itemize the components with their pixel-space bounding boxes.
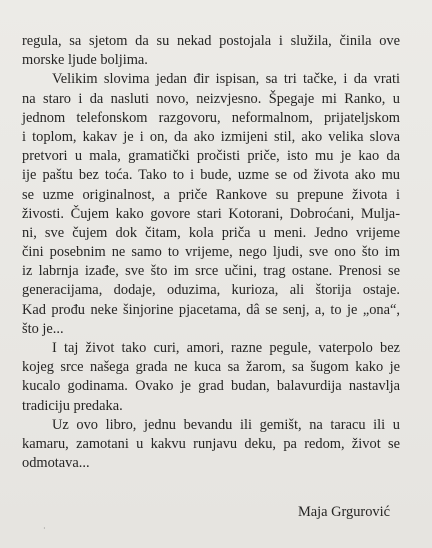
text-line: ije paštu bez toća. Tako to i bude, uzme se od života ako mu bbox=[22, 167, 400, 184]
text-line: kamaru, zamotani u kakvu runjavu deku, pa redom, život se bbox=[22, 435, 400, 452]
text-line: pretvori u mala, gramatički pročisti priče, isto mu je kao da bbox=[22, 148, 400, 165]
page-body-text bbox=[22, 32, 400, 473]
text-line: Kad prođu neke šinjorine pjacetama, dâ se senj, a, to je „ona“, bbox=[22, 301, 400, 318]
paragraph bbox=[22, 70, 400, 339]
text-line: Uz ovo libro, jednu bevandu ili gemišt, na taracu ili u bbox=[52, 416, 400, 433]
author-signature: Maja Grgurović bbox=[297, 504, 390, 520]
text-line: generacijama, dodaje, oduzima, kurioza, ali štorija ostaje. bbox=[22, 282, 400, 299]
paragraph bbox=[22, 339, 400, 416]
text-line: jednom telefonskom razgovoru, neformalnom, prijateljskom bbox=[22, 109, 400, 126]
text-line: ni, sve čujem dok čitam, kola priča u meni. Jedno vrijeme bbox=[22, 224, 400, 241]
text-line: kojeg srce našega grada ne kuca sa žarom, sa šugom kako je bbox=[22, 359, 400, 376]
text-line: odmotava... bbox=[22, 455, 90, 472]
text-line: iz labrnja izađe, sve što im srce učini, trag ostane. Prenosi se bbox=[22, 263, 400, 280]
text-line: Velikim slovima jedan đir ispisan, sa tri tačke, i da vrati bbox=[52, 71, 400, 88]
text-line: tradiciju predaka. bbox=[22, 397, 123, 414]
text-line: kucalo godinama. Ovako je grad budan, balavurdija nastavlja bbox=[22, 378, 400, 395]
text-line: se uzme originalnost, a priče Rankove su prepune života i bbox=[22, 186, 400, 203]
text-line: i toplom, kakav je i on, da ako izmijeni stil, ako velika slova bbox=[22, 128, 400, 145]
text-line: na staro i da nasluti novo, neizvjesno. Špegaje mi Ranko, u bbox=[22, 90, 400, 107]
text-line: morske ljude boljima. bbox=[22, 52, 148, 69]
text-line: što je... bbox=[22, 320, 64, 337]
text-line: živosti. Čujem kako govore stari Kotorani, Dobroćani, Mulja- bbox=[22, 205, 400, 222]
paragraph bbox=[22, 32, 400, 70]
page-speck: · bbox=[43, 524, 46, 533]
text-line: regula, sa sjetom da su nekad postojala i služila, činila ove bbox=[22, 33, 400, 49]
text-line: I taj život tako curi, amori, razne pegule, vaterpolo bez bbox=[52, 340, 400, 356]
paragraph bbox=[22, 416, 400, 474]
text-line: čini posebnim ne samo to vrijeme, nego ljudi, sve ono što im bbox=[22, 244, 400, 261]
